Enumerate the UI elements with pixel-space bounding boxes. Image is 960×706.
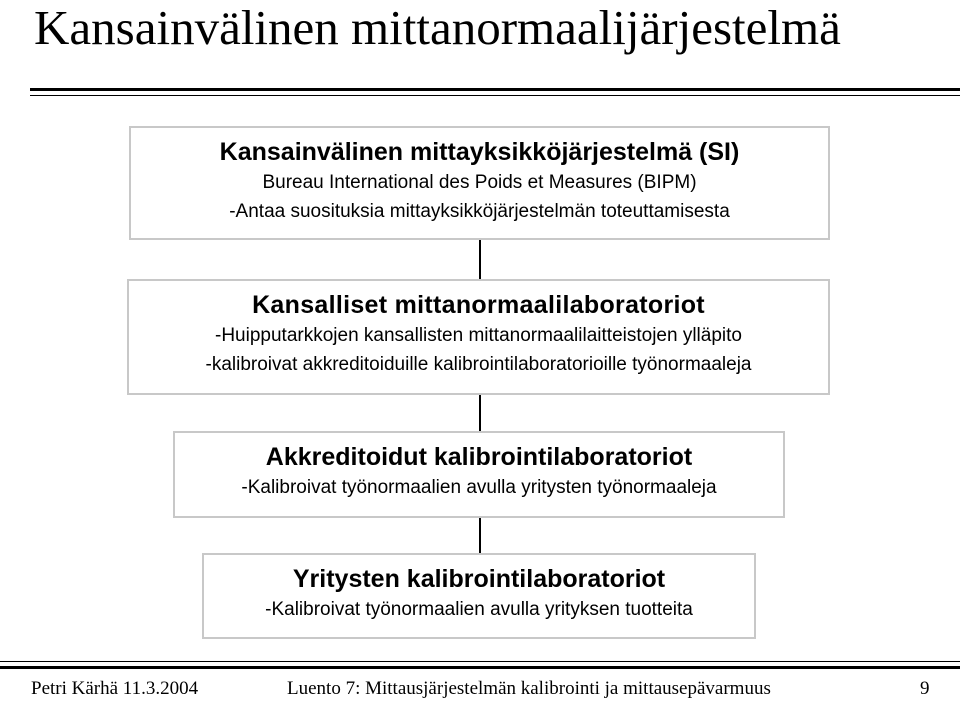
company-labs-box — [202, 553, 756, 639]
accredited-labs-box — [173, 431, 785, 518]
national-labs-heading: Kansalliset mittanormaalilaboratoriot — [252, 291, 705, 319]
national-labs-line-1: -Huipputarkkojen kansallisten mittanormaalilaitteistojen ylläpito — [215, 325, 742, 346]
national-labs-line-2: -kalibroivat akkreditoiduille kalibrointilaboratorioille työnormaaleja — [205, 354, 752, 375]
slide-title: Kansainvälinen mittanormaalijärjestelmä — [34, 0, 841, 55]
title-divider-thick — [30, 88, 960, 91]
si-system-line-1: Bureau International des Poids et Measures (BIPM) — [262, 172, 697, 193]
footer-lecture-title: Luento 7: Mittausjärjestelmän kalibrointi ja mittausepävarmuus — [287, 678, 771, 699]
title-divider-thin — [30, 95, 960, 96]
connector-line — [479, 240, 481, 279]
connector-line — [479, 395, 481, 431]
footer-author-date: Petri Kärhä 11.3.2004 — [31, 678, 199, 699]
national-labs-box — [127, 279, 830, 395]
footer-divider-thick — [0, 666, 960, 669]
footer-divider-thin — [0, 661, 960, 662]
accredited-labs-line-1: -Kalibroivat työnormaalien avulla yritysten työnormaaleja — [241, 477, 717, 498]
footer-page-number: 9 — [920, 678, 930, 699]
si-system-heading: Kansainvälinen mittayksikköjärjestelmä (SI) — [219, 138, 740, 166]
si-system-box — [129, 126, 830, 240]
company-labs-line-1: -Kalibroivat työnormaalien avulla yrityksen tuotteita — [265, 599, 693, 620]
connector-line — [479, 518, 481, 553]
si-system-line-2: -Antaa suosituksia mittayksikköjärjestelmän toteuttamisesta — [229, 201, 730, 222]
company-labs-heading: Yritysten kalibrointilaboratoriot — [292, 565, 666, 593]
accredited-labs-heading: Akkreditoidut kalibrointilaboratoriot — [265, 443, 693, 471]
